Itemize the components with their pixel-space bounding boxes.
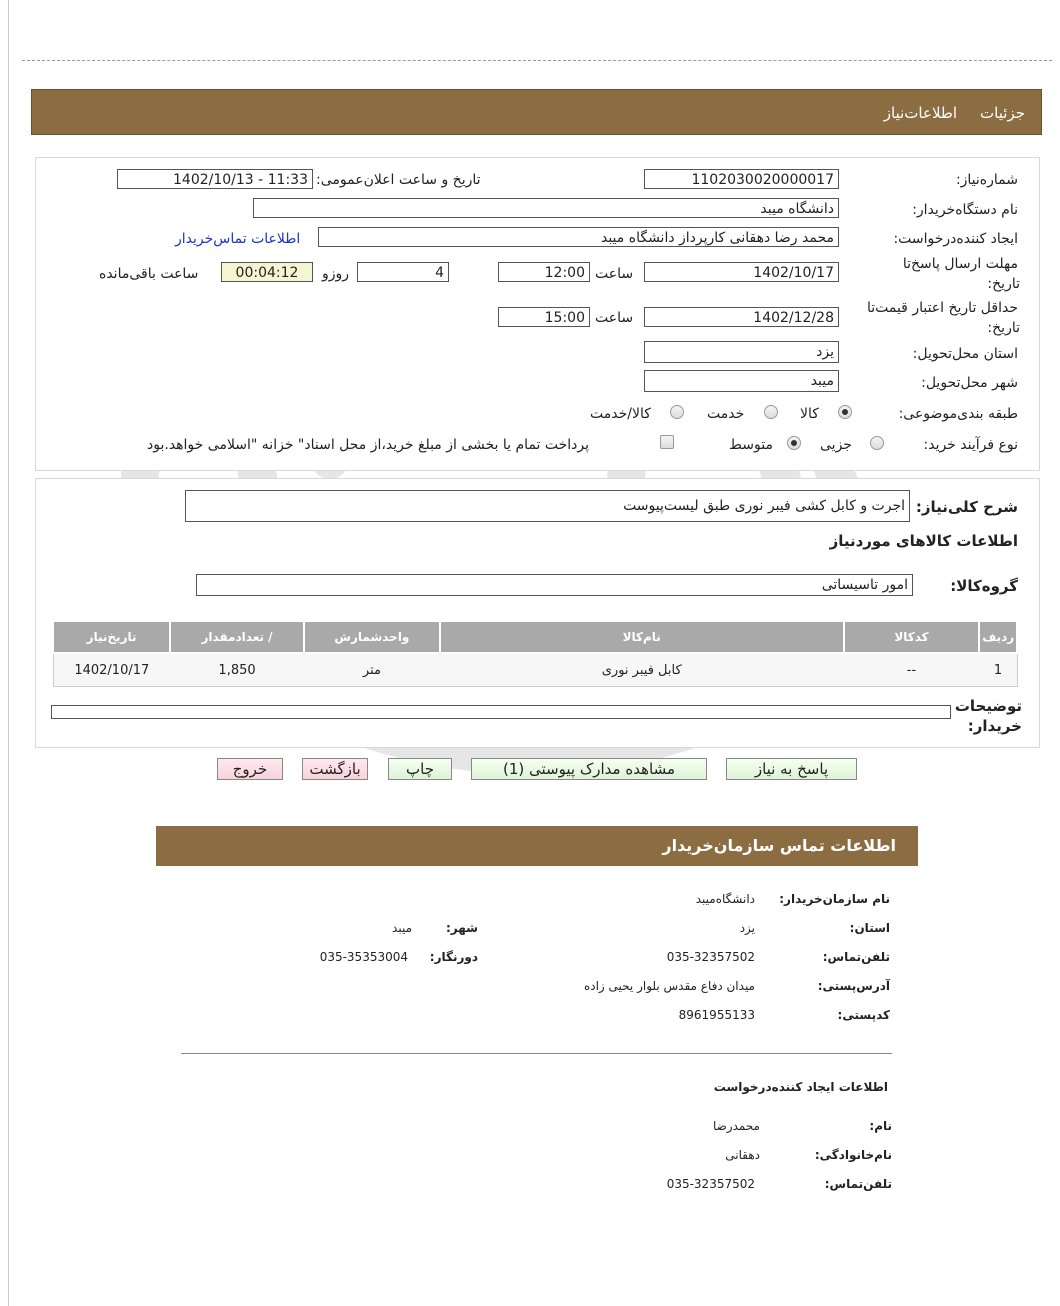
goods-info-title: اطلاعات کالاهای موردنیاز: [829, 532, 1018, 550]
table-row: [53, 653, 1017, 687]
announce-date-field: 1402/10/13 - 11:33: [117, 169, 313, 189]
creator-family-value: دهقانی: [725, 1148, 760, 1162]
col-need-date: تاریخ‌نیاز: [53, 621, 170, 653]
contact-province-value: یزد: [739, 921, 755, 935]
print-button[interactable]: چاپ: [388, 758, 452, 780]
exit-button[interactable]: خروج: [217, 758, 283, 780]
goods-table: [52, 620, 1018, 687]
creator-phone-value: 035-32357502: [666, 1177, 755, 1191]
contact-address-value: میدان دفاع مقدس بلوار یحیی زاده: [583, 979, 755, 993]
col-goods-code: کدکالا: [844, 621, 980, 653]
creator-label: ایجاد کننده‌درخواست:: [893, 231, 1018, 247]
back-button[interactable]: بازگشت: [302, 758, 368, 780]
province-label: استان محل‌تحویل:: [912, 346, 1018, 362]
category-goods-service-label: کالا/خدمت: [590, 406, 651, 422]
tab-details[interactable]: جزئیات: [980, 104, 1025, 122]
validity-time-label: ساعت: [595, 310, 634, 326]
contact-city-value: میبد: [392, 921, 412, 935]
buyer-notes-field: [51, 705, 951, 719]
process-medium-label: متوسط: [729, 437, 773, 453]
creator-field: محمد رضا دهقانی کارپرداز دانشگاه میبد: [318, 227, 839, 247]
cell-goods-name: کابل فیبر نوری: [440, 653, 844, 687]
col-goods-name: نام‌کالا: [440, 621, 844, 653]
category-goods-service-radio[interactable]: [670, 405, 684, 419]
buyer-notes-label: توضیحات: [954, 697, 1022, 715]
goods-group-label: گروه‌کالا:: [950, 577, 1018, 595]
creator-info-title: اطلاعات ایجاد کننده‌درخواست: [713, 1080, 888, 1094]
cell-row-number: 1: [979, 653, 1017, 687]
creator-family-label: نام‌خانوادگی:: [814, 1148, 892, 1162]
category-service-radio[interactable]: [764, 405, 778, 419]
creator-name-value: محمدرضا: [712, 1119, 760, 1133]
contact-fax-value: 035-35353004: [319, 950, 408, 964]
remaining-time-label: ساعت باقی‌مانده: [99, 266, 199, 282]
contact-address-label: آدرس‌پستی:: [817, 979, 890, 993]
col-row: ردیف: [979, 621, 1017, 653]
deadline-label-date: تاریخ:: [987, 276, 1020, 292]
remaining-time-field: 00:04:12: [221, 262, 313, 282]
creator-phone-label: تلفن‌تماس:: [824, 1177, 892, 1191]
days-label: روزو: [322, 266, 350, 282]
cell-need-date: 1402/10/17: [53, 653, 170, 687]
tab-need-info[interactable]: اطلاعات‌نیاز: [883, 104, 957, 122]
buyer-field: دانشگاه میبد: [253, 198, 839, 218]
summary-label: شرح کلی‌نیاز:: [915, 498, 1018, 516]
category-label: طبقه بندی‌موضوعی:: [898, 406, 1018, 422]
buyer-contact-title: اطلاعات تماس سازمان‌خریدار: [662, 836, 896, 855]
process-minor-radio[interactable]: [870, 436, 884, 450]
buyer-contact-link[interactable]: اطلاعات تماس‌خریدار: [175, 231, 301, 247]
details-header-bar: [31, 89, 1042, 135]
reply-button[interactable]: پاسخ به نیاز: [726, 758, 857, 780]
goods-table-header: [53, 621, 1017, 653]
summary-field: اجرت و کابل کشی فیبر نوری طبق لیست‌پیوست: [185, 490, 910, 522]
validity-label-date: تاریخ:: [987, 320, 1020, 336]
announce-date-label: تاریخ و ساعت اعلان‌عمومی:: [316, 172, 481, 188]
goods-group-field: امور تاسیساتی: [196, 574, 913, 596]
need-number-label: شماره‌نیاز:: [955, 172, 1018, 188]
treasury-payment-note: پرداخت تمام یا بخشی از مبلغ خرید،از محل اسناد" خزانه "اسلامی خواهد.بود: [147, 437, 590, 453]
org-label: نام سازمان‌خریدار:: [779, 892, 890, 906]
cell-unit: متر: [304, 653, 440, 687]
top-divider: [22, 60, 1052, 61]
validity-date-field: 1402/12/28: [644, 307, 839, 327]
treasury-payment-checkbox[interactable]: [660, 435, 674, 449]
cell-goods-code: --: [844, 653, 980, 687]
contact-province-label: استان:: [849, 921, 890, 935]
view-attachments-button[interactable]: مشاهده مدارک پیوستی (1): [471, 758, 707, 780]
deadline-time-field: 12:00: [498, 262, 590, 282]
validity-time-field: 15:00: [498, 307, 590, 327]
col-quantity: تعدادمقدار /: [170, 621, 304, 653]
org-value: دانشگاه‌میبد: [695, 892, 755, 906]
contact-postal-value: 8961955133: [678, 1008, 755, 1022]
process-minor-label: جزیی: [820, 437, 852, 453]
category-goods-radio[interactable]: [838, 405, 852, 419]
contact-fax-label: دورنگار:: [429, 950, 478, 964]
page-left-border: [8, 0, 9, 1306]
cell-quantity: 1,850: [170, 653, 304, 687]
process-medium-radio[interactable]: [787, 436, 801, 450]
validity-label: حداقل تاریخ اعتبار قیمت‌تا: [866, 300, 1018, 316]
city-field: میبد: [644, 370, 839, 392]
contact-postal-label: کدپستی:: [837, 1008, 890, 1022]
city-label: شهر محل‌تحویل:: [921, 375, 1018, 391]
deadline-date-field: 1402/10/17: [644, 262, 839, 282]
contact-phone-label: تلفن‌تماس:: [822, 950, 890, 964]
deadline-time-label: ساعت: [595, 266, 634, 282]
buyer-contact-header: [156, 826, 918, 866]
days-field: 4: [357, 262, 449, 282]
category-service-label: خدمت: [707, 406, 745, 422]
province-field: یزد: [644, 341, 839, 363]
need-number-field: 1102030020000017: [644, 169, 839, 189]
col-unit: واحدشمارش: [304, 621, 440, 653]
deadline-label: مهلت ارسال پاسخ‌تا: [902, 256, 1018, 272]
buyer-notes-label-2: خریدار:: [967, 717, 1022, 735]
contact-city-label: شهر:: [446, 921, 478, 935]
creator-name-label: نام:: [869, 1119, 892, 1133]
contact-phone-value: 035-32357502: [666, 950, 755, 964]
category-goods-label: کالا: [800, 406, 819, 422]
process-label: نوع فرآیند خرید:: [923, 437, 1018, 453]
contact-divider: [181, 1053, 892, 1054]
buyer-label: نام دستگاه‌خریدار:: [912, 202, 1018, 218]
